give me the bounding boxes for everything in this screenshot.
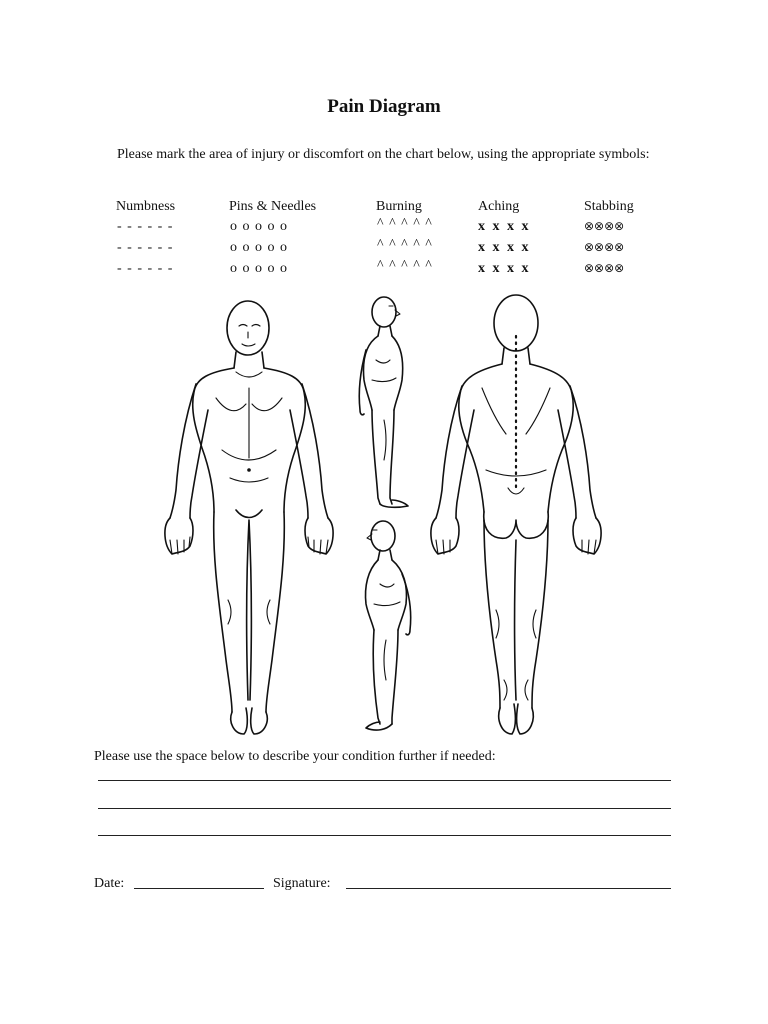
legend-header-numbness: Numbness — [116, 199, 176, 214]
back-body-figure — [431, 295, 601, 734]
instructions-text: Please mark the area of injury or discomfort on the chart below, using the appropriate symbols: — [117, 147, 650, 162]
side-body-figure-top — [359, 297, 408, 507]
legend-header-pins-needles: Pins & Needles — [229, 199, 317, 214]
numbness-symbols: - - - - - - — [117, 219, 174, 234]
burning-symbols: ^ ^ ^ ^ ^ — [377, 237, 433, 252]
description-line-3[interactable] — [98, 835, 671, 836]
pins-needles-symbols: o o o o o — [230, 219, 288, 234]
pins-needles-symbols: o o o o o — [230, 240, 288, 255]
burning-symbols: ^ ^ ^ ^ ^ — [377, 258, 433, 273]
aching-symbols: x x x x — [478, 240, 531, 255]
stabbing-symbols: ⊗⊗⊗⊗ — [584, 261, 625, 275]
page-title: Pain Diagram — [327, 96, 441, 117]
stabbing-symbols: ⊗⊗⊗⊗ — [584, 219, 625, 233]
front-body-figure — [165, 301, 333, 734]
aching-symbols: x x x x — [478, 219, 531, 234]
description-prompt: Please use the space below to describe your condition further if needed: — [94, 749, 496, 764]
legend-header-stabbing: Stabbing — [584, 199, 634, 214]
numbness-symbols: - - - - - - — [117, 261, 174, 276]
description-line-2[interactable] — [98, 808, 671, 809]
side-body-figure-bottom — [366, 521, 411, 730]
date-field-line[interactable] — [134, 888, 264, 889]
description-line-1[interactable] — [98, 780, 671, 781]
signature-label: Signature: — [273, 876, 331, 891]
legend-header-aching: Aching — [478, 199, 520, 214]
aching-symbols: x x x x — [478, 261, 531, 276]
date-label: Date: — [94, 876, 125, 891]
burning-symbols: ^ ^ ^ ^ ^ — [377, 216, 433, 231]
legend-header-burning: Burning — [376, 199, 422, 214]
pins-needles-symbols: o o o o o — [230, 261, 288, 276]
numbness-symbols: - - - - - - — [117, 240, 174, 255]
stabbing-symbols: ⊗⊗⊗⊗ — [584, 240, 625, 254]
signature-field-line[interactable] — [346, 888, 671, 889]
